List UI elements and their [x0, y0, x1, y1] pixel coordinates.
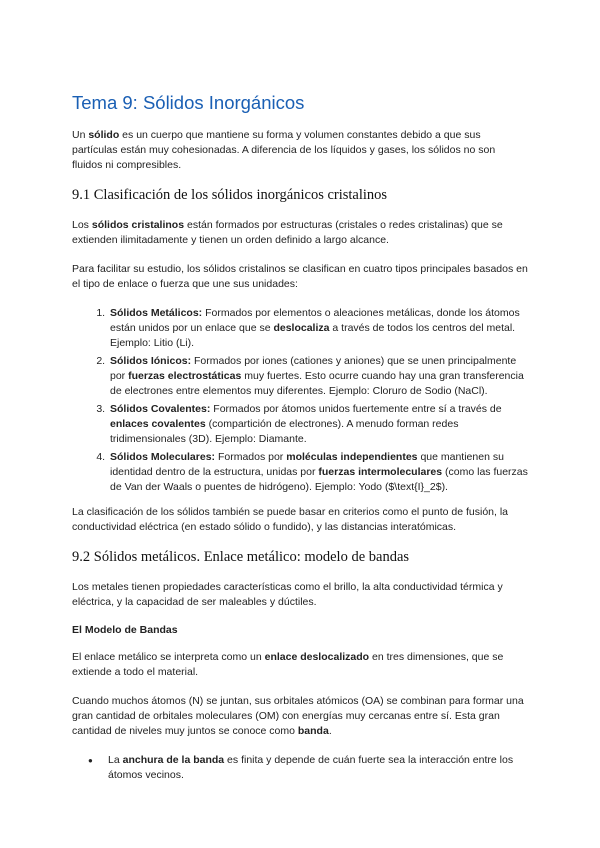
section-heading-9-2: 9.2 Sólidos metálicos. Enlace metálico: modelo de bandas [72, 549, 410, 565]
paragraph-criterios: La clasificación de los sólidos también se puede basar en criterios como el punto de fusión, la conductividad eléctrica (en estado sólido o fundido), y las distancias interatómicas. [72, 506, 509, 533]
intro-paragraph: Un sólido es un cuerpo que mantiene su forma y volumen constantes debido a que sus partículas están muy cohesionadas. A diferencia de los líquidos y gases, los sólidos no son fluidos ni compresibles. [72, 129, 496, 171]
list-item: 3. Sólidos Covalentes: Formados por átomos unidos fuertemente entre sí a través de enlaces covalentes (compartición de electrones). A menudo forman redes tridimensionales (3D). Ejemplo: Diamante. [108, 402, 528, 447]
section-heading-9-1: 9.1 Clasificación de los sólidos inorgánicos cristalinos [72, 187, 388, 203]
subheading-modelo-bandas: El Modelo de Bandas [72, 624, 178, 636]
list-item: 4. Sólidos Moleculares: Formados por moléculas independientes que mantienen su identidad dentro de la estructura, unidas por fuerzas intermoleculares (como las fuerzas de Van der Waals o puentes de hidrógeno). Ejemplo: Yodo ($\text{I}_2$). [108, 450, 528, 495]
solid-types-list [72, 306, 528, 495]
band-bullets [72, 753, 528, 783]
page-title: Tema 9: Sólidos Inorgánicos [72, 92, 305, 113]
list-item: 1. Sólidos Metálicos: Formados por elementos o aleaciones metálicas, donde los átomos están unidos por un enlace que se deslocaliza a través de todos los centros del metal. Ejemplo: Litio (Li). [108, 306, 528, 351]
paragraph-clasificacion: Para facilitar su estudio, los sólidos cristalinos se clasifican en cuatro tipos principales basados en el tipo de enlace o fuerza que une sus unidades: [72, 263, 528, 290]
paragraph-orbitales: Cuando muchos átomos (N) se juntan, sus orbitales atómicos (OA) se combinan para formar una gran cantidad de orbitales moleculares (OM) con energías muy cercanas entre sí. Esta gran cantidad de niveles muy juntos se conoce como banda. [72, 695, 524, 737]
paragraph-cristalinos: Los sólidos cristalinos están formados por estructuras (cristales o redes cristalinas) que se extienden ilimitadamente y tienen un orden definido a largo alcance. [72, 219, 503, 246]
list-item: ● La anchura de la banda es finita y depende de cuán fuerte sea la interacción entre los átomos vecinos. [108, 753, 528, 783]
paragraph-enlace-metalico: El enlace metálico se interpreta como un enlace deslocalizado en tres dimensiones, que se extiende a todo el material. [72, 651, 504, 678]
paragraph-metales: Los metales tienen propiedades características como el brillo, la alta conductividad térmica y eléctrica, y la capacidad de ser maleables y dúctiles. [72, 581, 503, 608]
list-item: 2. Sólidos Iónicos: Formados por iones (cationes y aniones) que se unen principalmente por fuerzas electrostáticas muy fuertes. Esto ocurre cuando hay una gran transferencia de electrones entre elementos muy diferentes. Ejemplo: Cloruro de Sodio (NaCl). [108, 354, 528, 399]
